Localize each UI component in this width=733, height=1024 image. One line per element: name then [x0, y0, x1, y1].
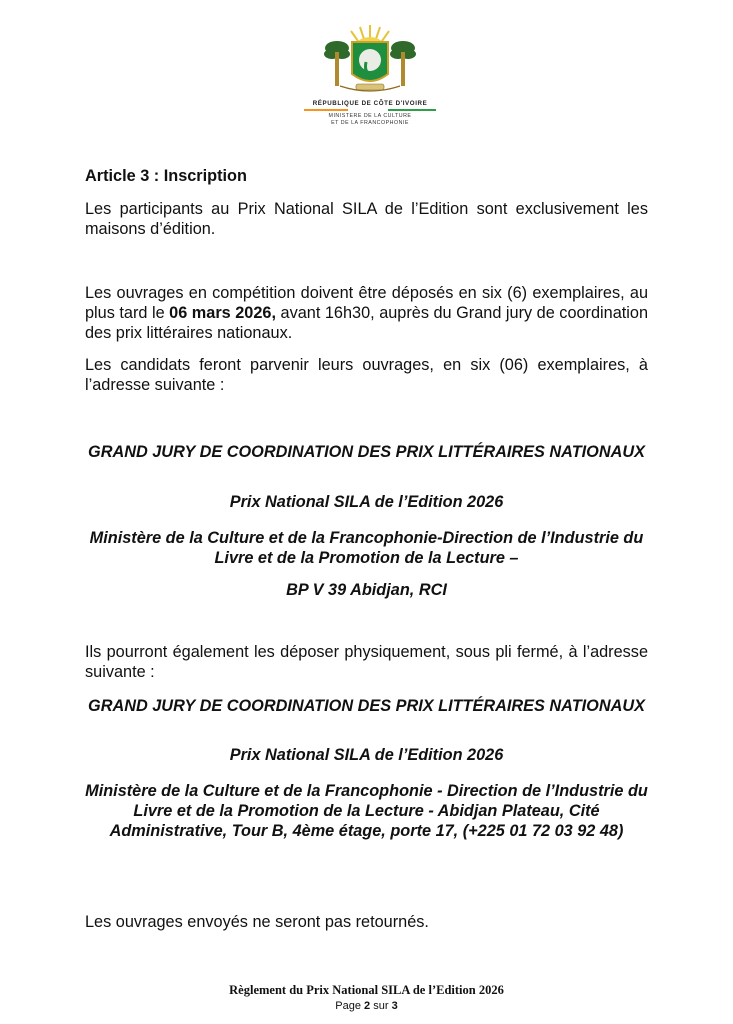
paragraph-participants: Les participants au Prix National SILA de l’Edition sont exclusivement les maisons d’édition.	[85, 200, 648, 238]
footer-title: Règlement du Prix National SILA de l’Edition 2026	[229, 983, 504, 997]
address1-title: GRAND JURY DE COORDINATION DES PRIX LITTÉRAIRES NATIONAUX	[88, 443, 645, 461]
page-prefix: Page	[335, 1000, 365, 1012]
flag-color-bars	[304, 109, 436, 113]
address1-subtitle: Prix National SILA de l’Edition 2026	[229, 493, 504, 511]
paragraph-send-address: Les candidats feront parvenir leurs ouvrages, en six (06) exemplaires, à l’adresse suivante :	[85, 356, 648, 394]
ministry-logo	[300, 22, 440, 127]
address1-postal-box: BP V 39 Abidjan, RCI	[286, 581, 447, 599]
deadline-text-before: Les ouvrages en compétition doivent être déposés en six (6) exemplaires, au plus tard le	[85, 284, 648, 322]
ministry-name-line1: MINISTERE DE LA CULTURE	[328, 113, 412, 119]
paragraph-deposit-deadline	[85, 283, 648, 343]
paragraph-no-return: Les ouvrages envoyés ne seront pas retournés.	[85, 913, 429, 931]
republic-name: RÉPUBLIQUE DE CÔTE D'IVOIRE	[312, 100, 428, 107]
address2-subtitle: Prix National SILA de l’Edition 2026	[229, 746, 504, 764]
article-heading: Article 3 : Inscription	[85, 167, 247, 185]
paragraph-physical-deposit: Ils pourront également les déposer physiquement, sous pli fermé, à l’adresse suivante :	[85, 643, 648, 681]
orange-bar	[304, 109, 348, 111]
address2-details: Ministère de la Culture et de la Francophonie - Direction de l’Industrie du Livre et de la Promotion de la Lecture - Abidjan Plateau, Cité Administrative, Tour B, 4ème étage, porte 17, (+225 01 72 03 92 48)	[85, 782, 648, 840]
green-bar	[388, 109, 436, 111]
address1-ministry: Ministère de la Culture et de la Francophonie-Direction de l’Industrie du Livre et de la Promotion de la Lecture –	[89, 529, 644, 567]
ministry-name-line2: ET DE LA FRANCOPHONIE	[331, 120, 409, 126]
page-number	[0, 1000, 733, 1012]
deadline-text-after: avant 16h30, auprès du Grand jury de coordination des prix littéraires nationaux.	[85, 304, 649, 342]
page-total: 3	[391, 1000, 398, 1012]
page-current: 2	[364, 1000, 371, 1012]
coat-of-arms-icon	[320, 22, 420, 98]
page-separator: sur	[370, 1000, 392, 1012]
deadline-date: 06 mars 2026,	[169, 304, 276, 322]
address2-title: GRAND JURY DE COORDINATION DES PRIX LITTÉRAIRES NATIONAUX	[88, 697, 645, 715]
